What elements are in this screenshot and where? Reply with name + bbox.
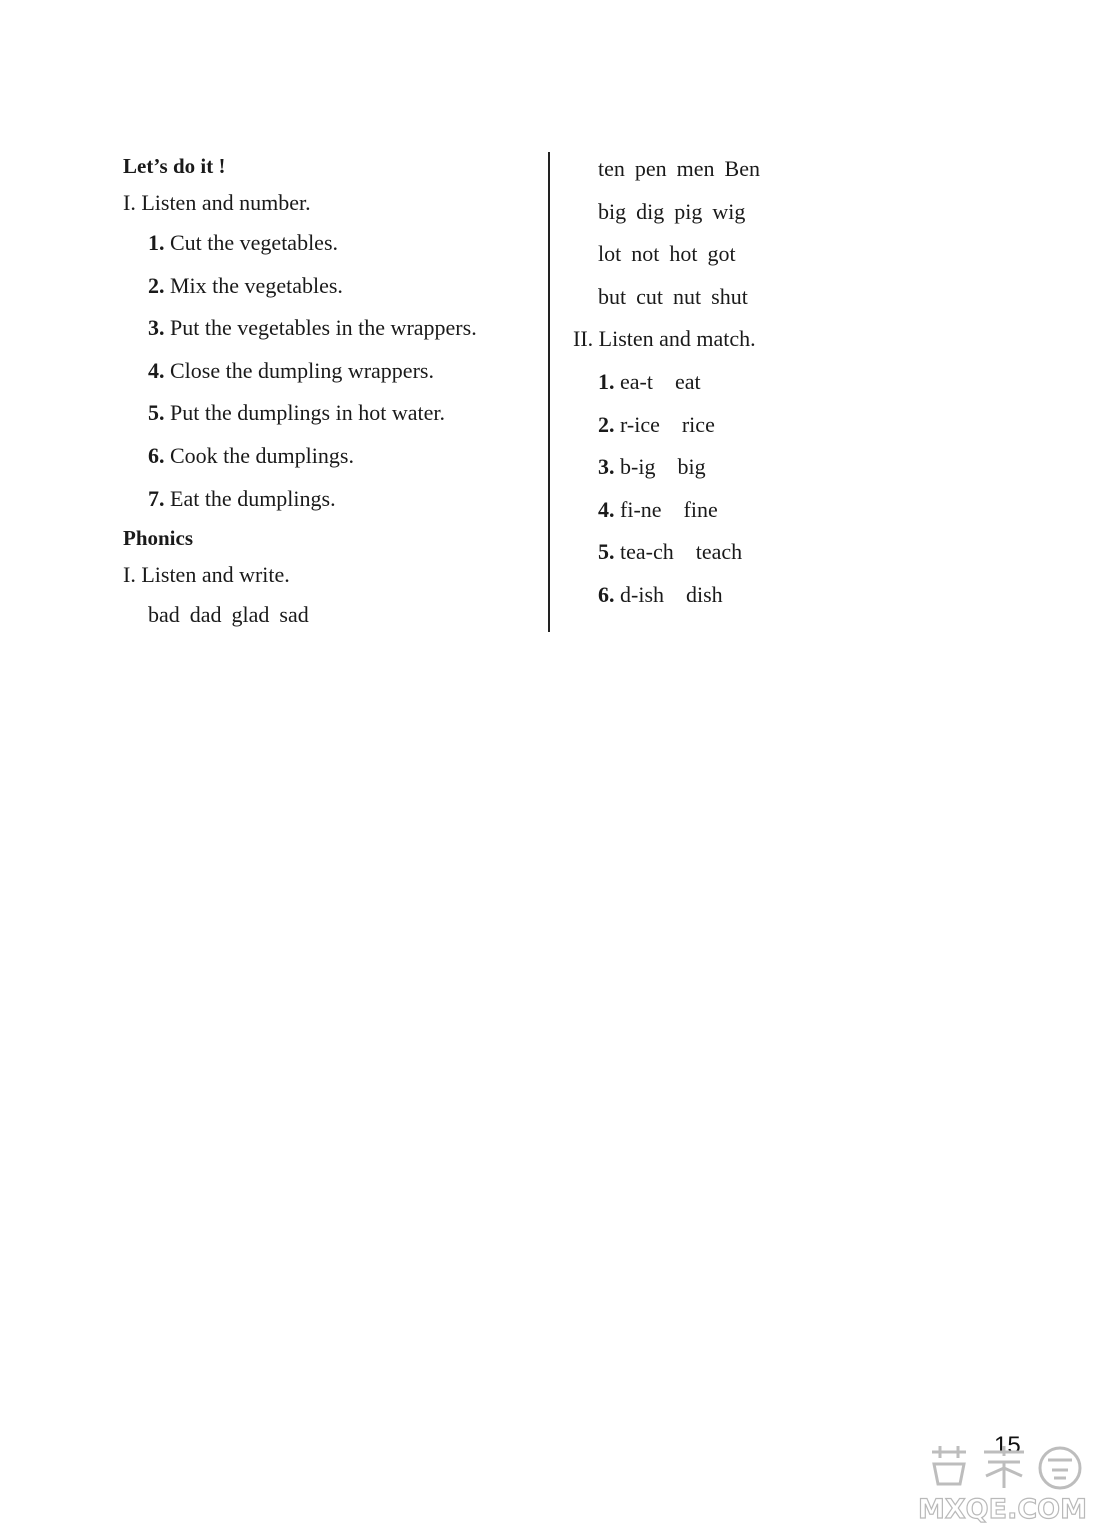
word-row: ten pen men Ben (598, 156, 760, 181)
match-pair: 2. r-ice rice (598, 411, 715, 437)
step-item: 3. Put the vegetables in the wrappers. (148, 315, 477, 341)
phonics-heading: Phonics (123, 526, 194, 551)
match-pair: 3. b-ig big (598, 454, 706, 480)
page-number: 15 (994, 1432, 1021, 1459)
listen-and-match-title: II. Listen and match. (573, 326, 756, 352)
watermark-glyphs-icon (926, 1442, 1086, 1490)
lets-do-it-heading: Let’s do it ! (123, 154, 226, 178)
column-divider (548, 152, 550, 632)
listen-and-write-title: I. Listen and write. (123, 562, 290, 588)
watermark-text: MXQE.COM (918, 1494, 1087, 1525)
step-item: 1. Cut the vegetables. (148, 230, 339, 255)
match-pair: 1. ea-t eat (598, 368, 701, 394)
step-item: 2. Mix the vegetables. (148, 272, 343, 298)
left-column (123, 148, 543, 637)
word-row: bad dad glad sad (148, 602, 309, 628)
match-pair: 6. d-ish dish (598, 581, 723, 607)
step-item: 5. Put the dumplings in hot water. (148, 400, 445, 426)
right-column (573, 148, 993, 617)
word-row: lot not hot got (598, 241, 736, 267)
listen-and-number-title: I. Listen and number. (123, 190, 311, 215)
match-pair: 4. fi-ne fine (598, 496, 718, 522)
step-item: 6. Cook the dumplings. (148, 442, 354, 468)
word-row: big dig pig wig (598, 198, 746, 224)
word-row: but cut nut shut (598, 283, 748, 309)
step-item: 7. Eat the dumplings. (148, 485, 336, 511)
step-item: 4. Close the dumpling wrappers. (148, 357, 434, 383)
match-pair: 5. tea-ch teach (598, 539, 743, 565)
watermark-logo (918, 1440, 1088, 1530)
